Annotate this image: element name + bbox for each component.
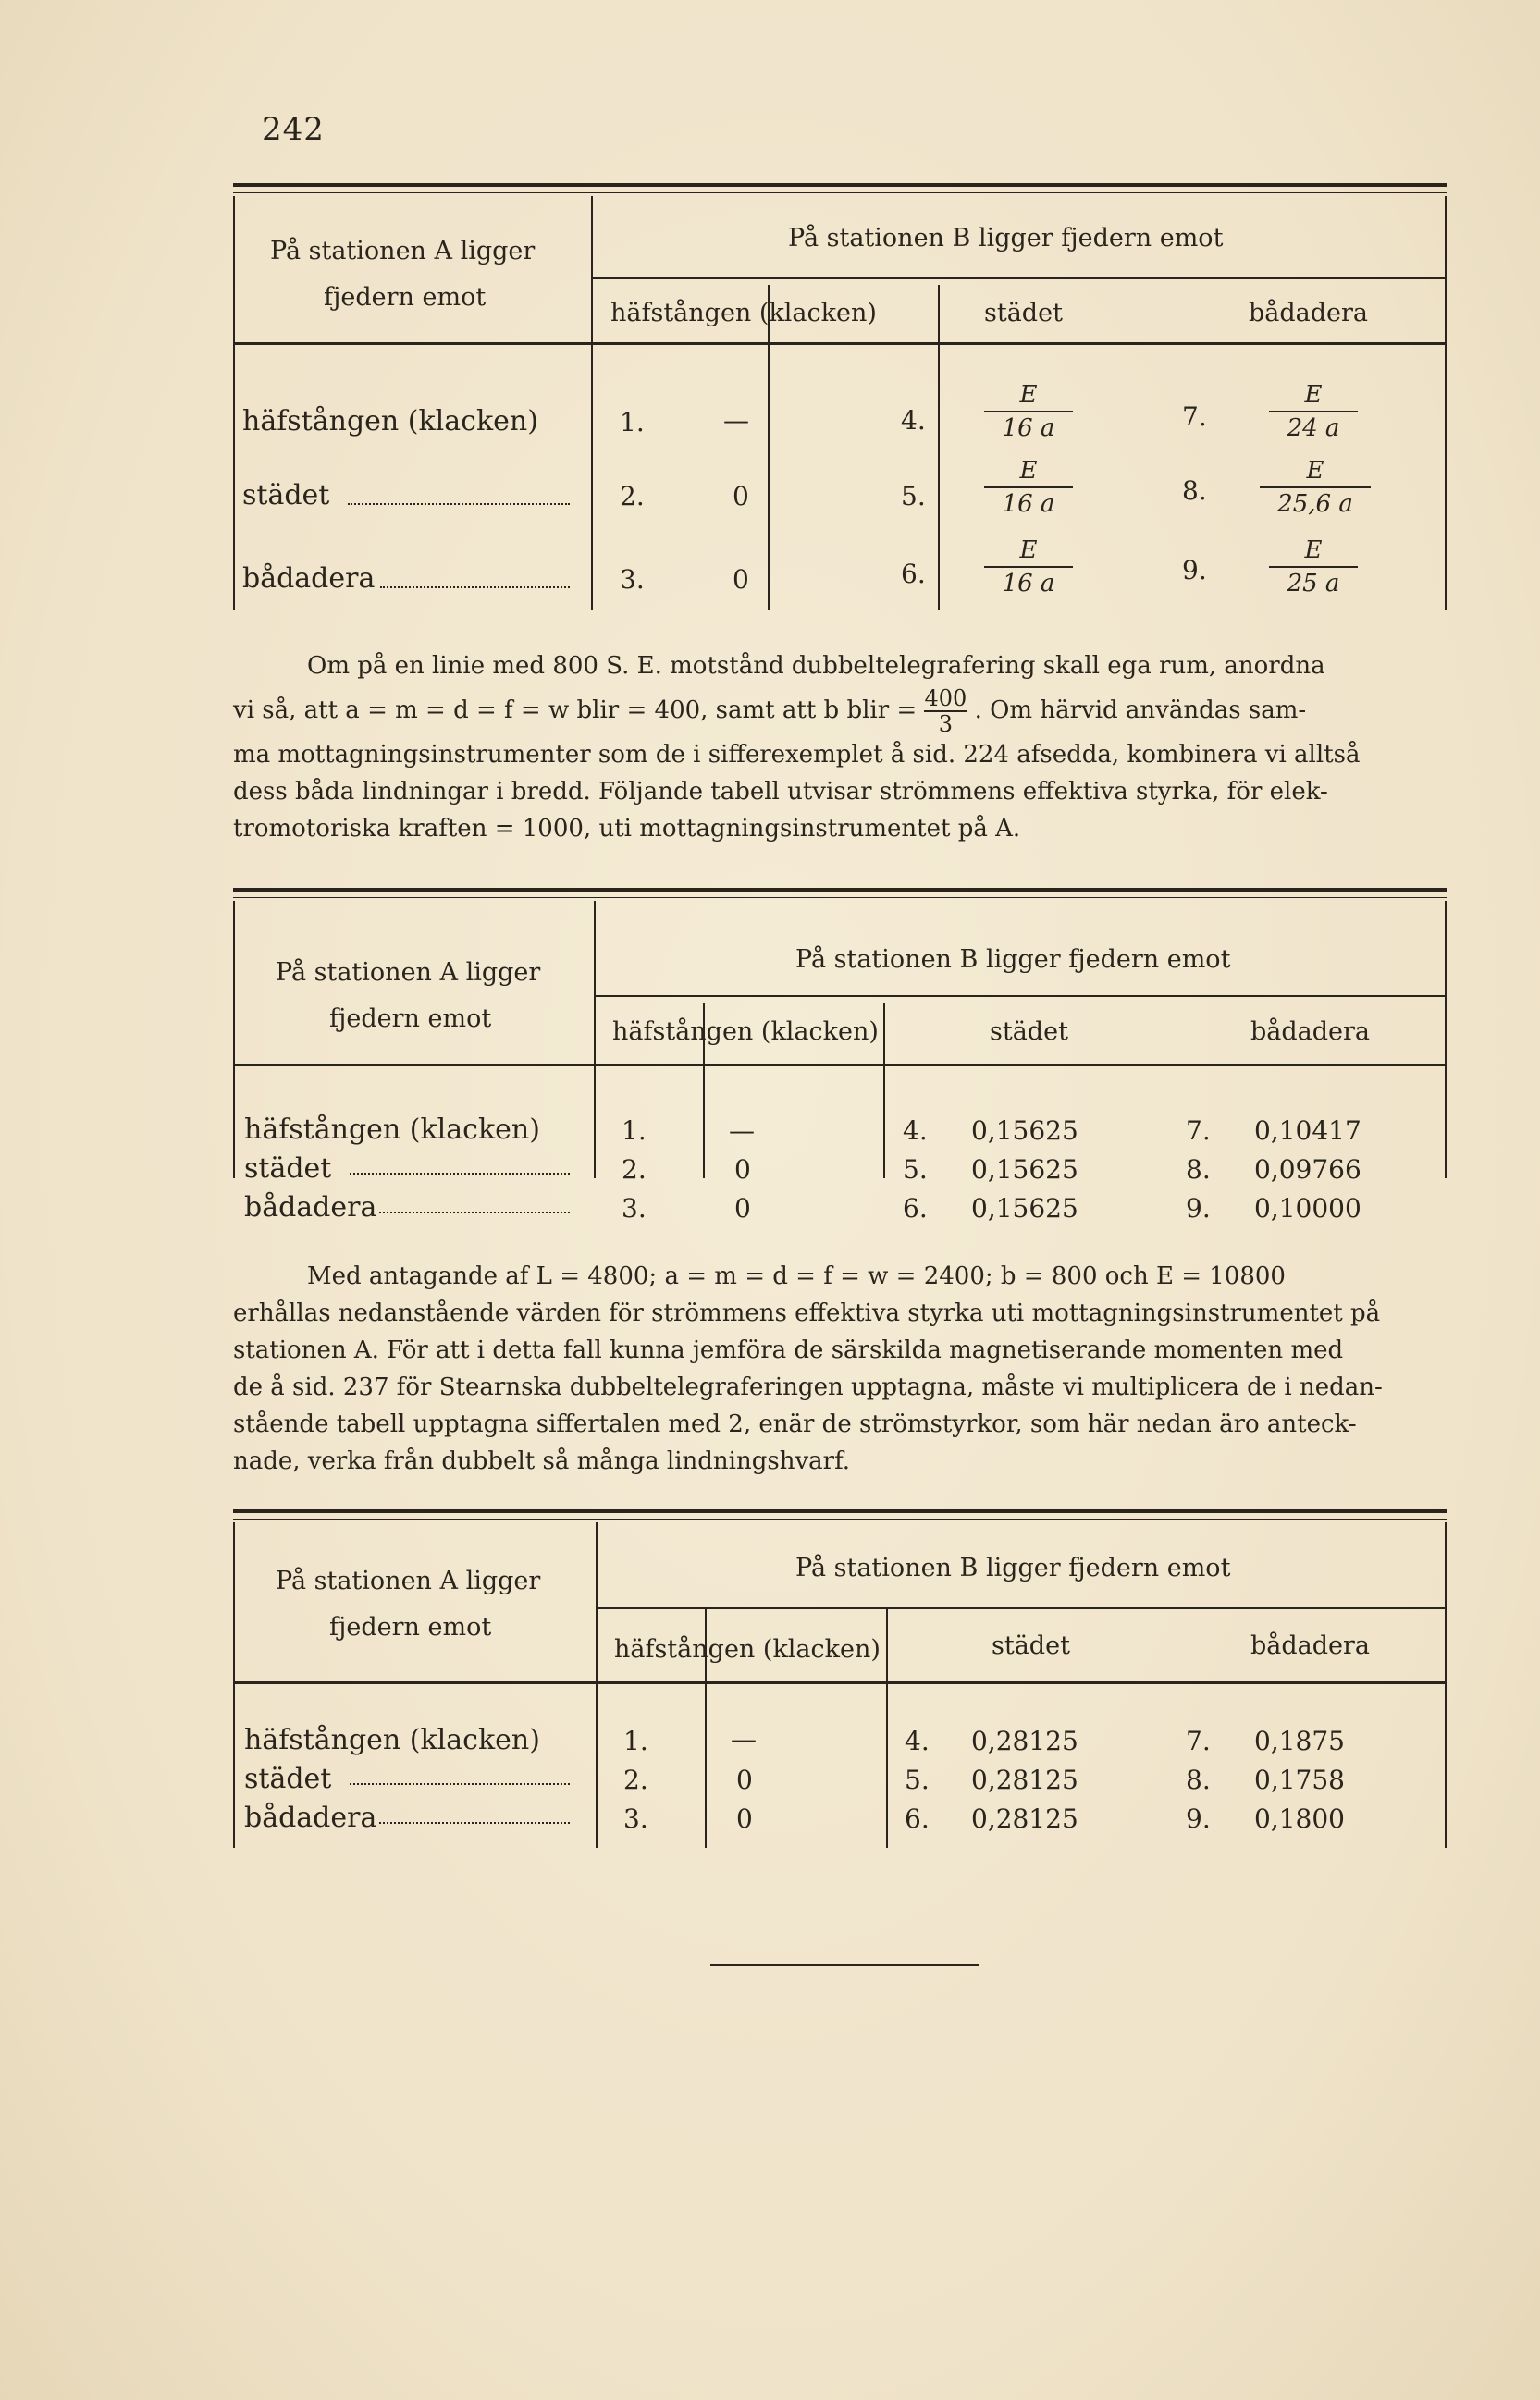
table-top-rule [233,183,1447,187]
table-1: På stationen A ligger fjedern emot På stationen B ligger fjedern emot häfstången (klacken) städet bådadera häfstången (klacken) 1. — 4. E 16 a 7. E 24 a städet 2. 0 5. E 16 a 8. E 25,6 a bådadera 3. 0 6. E 16 a 9. E 25 a [233,183,1447,618]
fraction: E 24 a [1269,381,1358,442]
fraction: E 25,6 a [1260,457,1371,518]
table-2: På stationen A ligger fjedern emot På stationen B ligger fjedern emot häfstången (klacken) städet bådadera häfstången (klacken) städet bådadera 1. 2. 3. — 0 0 4. 5. 6. 0,15625 0,15625 0,15625 7. 8. 9. 0,10417 0,09766 0,10000 [233,888,1447,1221]
row-label: häfstången (klacken) [242,405,538,437]
end-rule [710,1964,979,1966]
table-top-rule-thin [233,192,1447,193]
row-label: bådadera [242,562,376,595]
fraction: $\frac{400}{3}$ [924,685,967,737]
subheader-hafstangen: häfstången (klacken) [610,299,877,327]
fraction: E 16 a [984,536,1073,597]
paragraph-1: Om på en linie med 800 S. E. motstånd dubbeltelegrafering skall ega rum, anordna vi så, att a = m = d = f = w blir = 400, samt att b blir = $\frac{400}{3}$ . Om härvid användas sam- ma mottagningsinstrumenter som de i sifferexemplet å sid. 224 afsedda, kombinera vi alltså dess båda lindningar i bredd. Följande tabell utvisar strömmens effektiva styrka, för elek- tromotoriska kraften = 1000, uti mottagningsinstrumentet på A. [233,652,1361,843]
row-label: städet [242,479,330,511]
header-b: På stationen B ligger fjedern emot [788,224,1224,252]
fraction: E 25 a [1269,536,1358,597]
header-rule [233,342,1447,345]
subheader-badadera: bådadera [1249,299,1369,327]
header-a-line2: fjedern emot [324,283,487,312]
fraction: E 16 a [984,381,1073,442]
paragraph-2: Med antagande af L = 4800; a = m = d = f = w = 2400; b = 800 och E = 10800 erhållas nedanstående värden för strömmens effektiva styrka uti mottagningsinstrumentet på stationen A. För att i detta fall kunna jemföra de särskilda magnetiserande momenten med de å sid. 237 för Stearnska dubbeltelegraferingen upptagna, måste vi multiplicera de i nedan- stående tabell upptagna siffertalen med 2, enär de strömstyrkor, som här nedan äro anteck- nade, verka från dubbelt så många lindningshvarf. [233,1262,1383,1475]
table-3: På stationen A ligger fjedern emot På stationen B ligger fjedern emot häfstången (klacken) städet bådadera häfstången (klacken) städet bådadera 1. 2. 3. — 0 0 4. 5. 6. 0,28125 0,28125 0,28125 7. 8. 9. 0,1875 0,1758 0,1800 [233,1509,1447,1842]
page-number: 242 [262,111,325,148]
fraction: E 16 a [984,457,1073,518]
header-a-line1: På stationen A ligger [270,237,536,265]
subheader-stadet: städet [984,299,1063,327]
